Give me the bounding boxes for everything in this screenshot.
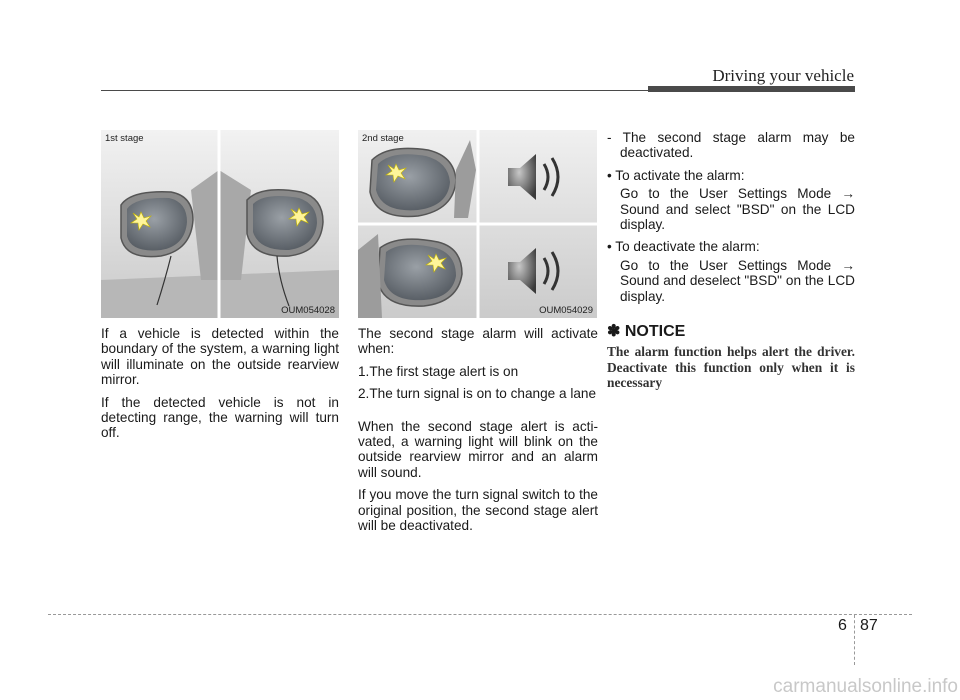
column-1: [101, 326, 339, 448]
paragraph: If a vehicle is detected within the boundary of the system, a warning light will illuminate on the outside rearview mirror.: [101, 326, 339, 388]
figure-code: OUM054028: [281, 305, 335, 316]
figure-second-stage: [358, 130, 597, 318]
list-item: 1.The first stage alert is on: [358, 363, 519, 379]
bullet-item: • To activate the alarm:: [607, 167, 745, 183]
column-3: [607, 130, 855, 391]
mirror-illustration-first-stage: [101, 130, 339, 318]
footer-rule: [48, 614, 912, 615]
notice-body: The alarm function helps alert the driver. Deactivate this function only when it is necessary: [607, 344, 855, 391]
figure-code: OUM054029: [539, 305, 593, 316]
paragraph: The second stage alarm will activate when:: [358, 326, 598, 357]
figure-first-stage: [101, 130, 339, 318]
dash-item: - The second stage alarm may be deactivated.: [607, 130, 855, 161]
figure-stage-label: 1st stage: [105, 133, 144, 144]
list-item: 2.The turn signal is on to change a lane: [358, 386, 597, 402]
chapter-number: 6: [838, 617, 847, 634]
header-rule: [101, 90, 649, 91]
bullet-detail: Go to the User Settings Mode → Sound and deselect "BSD" on the LCD display.: [620, 257, 855, 304]
column-2: [358, 326, 598, 540]
paragraph: If you move the turn signal switch to the original position, the second stage alert will be deactivated.: [358, 487, 598, 534]
paragraph: If the detected vehicle is not in detecting range, the warning will turn off.: [101, 394, 339, 441]
bullet-item: • To deactivate the alarm:: [607, 239, 760, 255]
right-mirror-icon: [247, 190, 323, 256]
figure-stage-label: 2nd stage: [362, 133, 404, 144]
notice-title: ✽ NOTICE: [607, 323, 686, 341]
page-number: 87: [860, 617, 878, 634]
header-bar: [648, 86, 855, 92]
left-mirror-icon: [121, 192, 193, 257]
section-title: Driving your vehicle: [712, 66, 854, 85]
paragraph: When the second stage alert is acti-vated, a warning light will blink on the outside rearview mirror and an alarm will sound.: [358, 418, 598, 480]
watermark: carmanualsonline.info: [773, 676, 958, 697]
mirror-alarm-illustration-second-stage: [358, 130, 597, 318]
bullet-detail: Go to the User Settings Mode → Sound and select "BSD" on the LCD display.: [620, 186, 855, 233]
page-number-divider: [854, 615, 855, 665]
